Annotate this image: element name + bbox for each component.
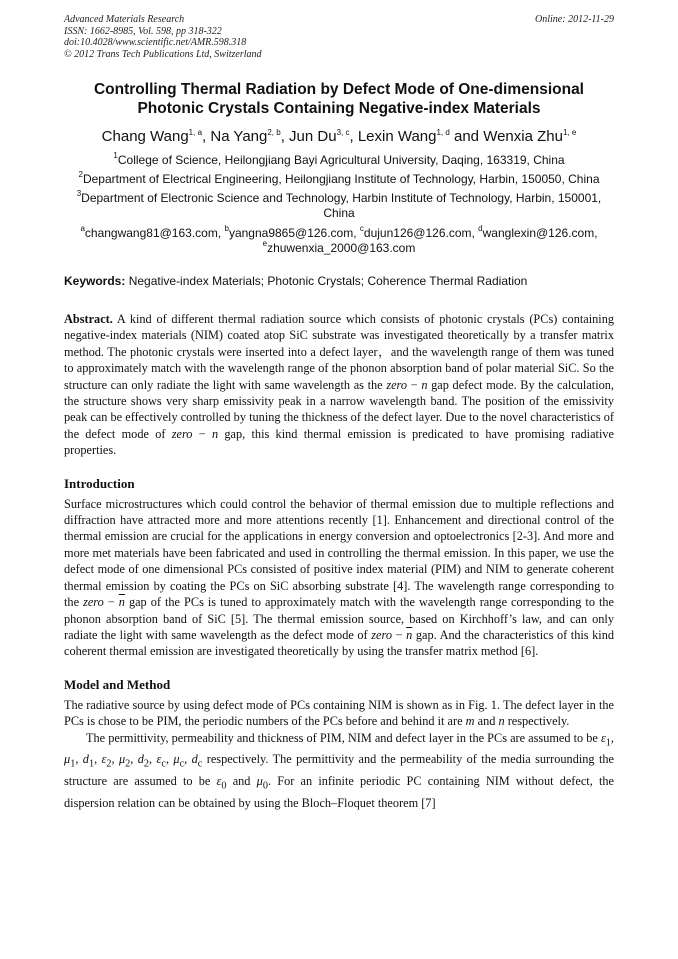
author: Wenxia Zhu$^{1, e}$ <box>483 128 577 145</box>
abstract-paragraph: Abstract. A kind of different thermal radiation source which consists of photonic crystals (PCs) containing negative-index materials (NIM) coated atop SiC substrate was investigated theoretically by a transfer matrix method. The photonic crystals were inserted into a defect layer，and the wavelength range of them was tuned to approximately match with the wavelength range of the phonon absorption band of polar material SiC. So the structure can only radiate the light with same wavelength as the zero − n gap defect mode. By the calculation, the structure shows very sharp emissivity peak in a narrow wavelength band. The position of the emissivity peak can be effectively controlled by tuning the thickness of the defect layer. Due to the novel characteristics of the defect mode of zero − n gap, this kind thermal emission is predicated to have promising radiative properties. <box>64 312 615 458</box>
zero-n-symbol: zero − $\overline{n}$ <box>371 627 413 642</box>
affiliation-2: $^2$Department of Electrical Engineering, Heilongjiang Institute of Technology, Harbin, 150050, China <box>78 170 600 186</box>
paper-page <box>64 14 614 812</box>
model-paragraph-1: The radiative source by using defect mode of PCs containing NIM is shown as in Fig. 1. The defect layer in the PCs is chose to be PIM, the periodic numbers of the PCs before and behind it are m and n respectively. <box>64 697 614 729</box>
online-date: Online: 2012-11-29 <box>535 14 614 25</box>
copyright-line: © 2012 Trans Tech Publications Ltd, Switzerland <box>64 48 262 60</box>
keywords-label: Keywords: <box>64 274 126 288</box>
email: $^d$wanglexin@126.com, <box>478 224 598 240</box>
journal-header <box>64 14 614 60</box>
doi-line: doi:10.4028/www.scientific.net/AMR.598.318 <box>64 37 247 48</box>
email: $^e$zhuwenxia_2000@163.com <box>262 239 416 255</box>
email: $^a$changwang81@163.com, <box>80 224 225 240</box>
keywords-text: Negative-index Materials; Photonic Crystals; Coherence Thermal Radiation <box>128 274 528 288</box>
introduction-heading: Introduction <box>64 475 135 491</box>
keywords-line <box>64 274 614 289</box>
email-list <box>64 226 614 256</box>
journal-name: Advanced Materials Research <box>64 14 185 25</box>
model-heading: Model and Method <box>64 676 171 692</box>
author-list <box>64 127 614 147</box>
email: $^c$dujun126@126.com, <box>359 224 479 240</box>
affiliation-1: $^1$College of Science, Heilongjiang Bayi Agricultural University, Daqing, 163319, China <box>113 151 565 167</box>
model-paragraph-2: The permittivity, permeability and thickness of PIM, NIM and defect layer in the PCs are assumed to be $\varepsilon_1$, $\mu_1$, $d_1$, $\varepsilon_2$, $\mu_2$, $d_2$, $\varepsilon_c$, $\mu_c$, $d_c$ respectively. The permittivity and the permeability of the media surrounding the structure are assumed to be $\varepsilon_0$ and $\mu_0$. For an infinite periodic PC containing NIM without defect, the dispersion relation can be obtained by using the Bloch–Floquet theorem [7] <box>64 730 615 811</box>
parameter-list: $\varepsilon_1$, $\mu_1$, $d_1$, $\varepsilon_2$, $\mu_2$, $d_2$, $\varepsilon_c$, $\mu_c$, $d_c$ <box>64 730 614 770</box>
affiliation-3: $^3$Department of Electronic Science and Technology, Harbin Institute of Technology, Harbin, 150001, China <box>76 189 602 220</box>
author: Na Yang$^{2, b}$, <box>210 128 290 145</box>
zero-n-symbol: zero − n <box>171 426 219 441</box>
paper-title: Controlling Thermal Radiation by Defect Mode of One-dimensional Photonic Crystals Containing Negative-index Materials <box>93 81 584 117</box>
author: Chang Wang$^{1, a}$, <box>101 128 211 145</box>
introduction-paragraph: Surface microstructures which could control the behavior of thermal emission due to multiple reflections and diffraction have attracted more and more attentions recently [1]. Enhancement and directional control of the thermal emission are crucial for the applications in energy conversion and optoelectronics [2-3]. And more and more met materials have been fabricated and used in controlling the thermal emission. In this paper, we use the defect mode of one dimensional PCs consisted of positive index material (PIM) and NIM to generate coherent thermal emission by coating the PCs on SiC absorbing substrate [4]. The wavelength range corresponding to the zero − $\overline{n}$ gap of the PCs is tuned to approximately match with the wavelength range corresponding to the phonon absorption band of SiC [5]. The thermal emission source, based on Kirchhoff’s law, and can only radiate the light with same wavelength as the defect mode of zero − $\overline{n}$ gap. And the characteristics of this kind coherent thermal emission are investigated theoretically by using the transfer matrix method [6]. <box>64 496 615 659</box>
author: Lexin Wang$^{1, d}$ and <box>357 128 484 145</box>
abstract-label: Abstract. <box>64 312 113 326</box>
issn-line: ISSN: 1662-8985, Vol. 598, pp 318-322 <box>64 25 222 37</box>
zero-n-symbol: zero − $\overline{n}$ <box>83 595 125 610</box>
email: $^b$yangna9865@126.com, <box>224 224 360 240</box>
author: Jun Du$^{3, c}$, <box>289 128 358 145</box>
zero-n-symbol: zero − n <box>386 377 428 392</box>
